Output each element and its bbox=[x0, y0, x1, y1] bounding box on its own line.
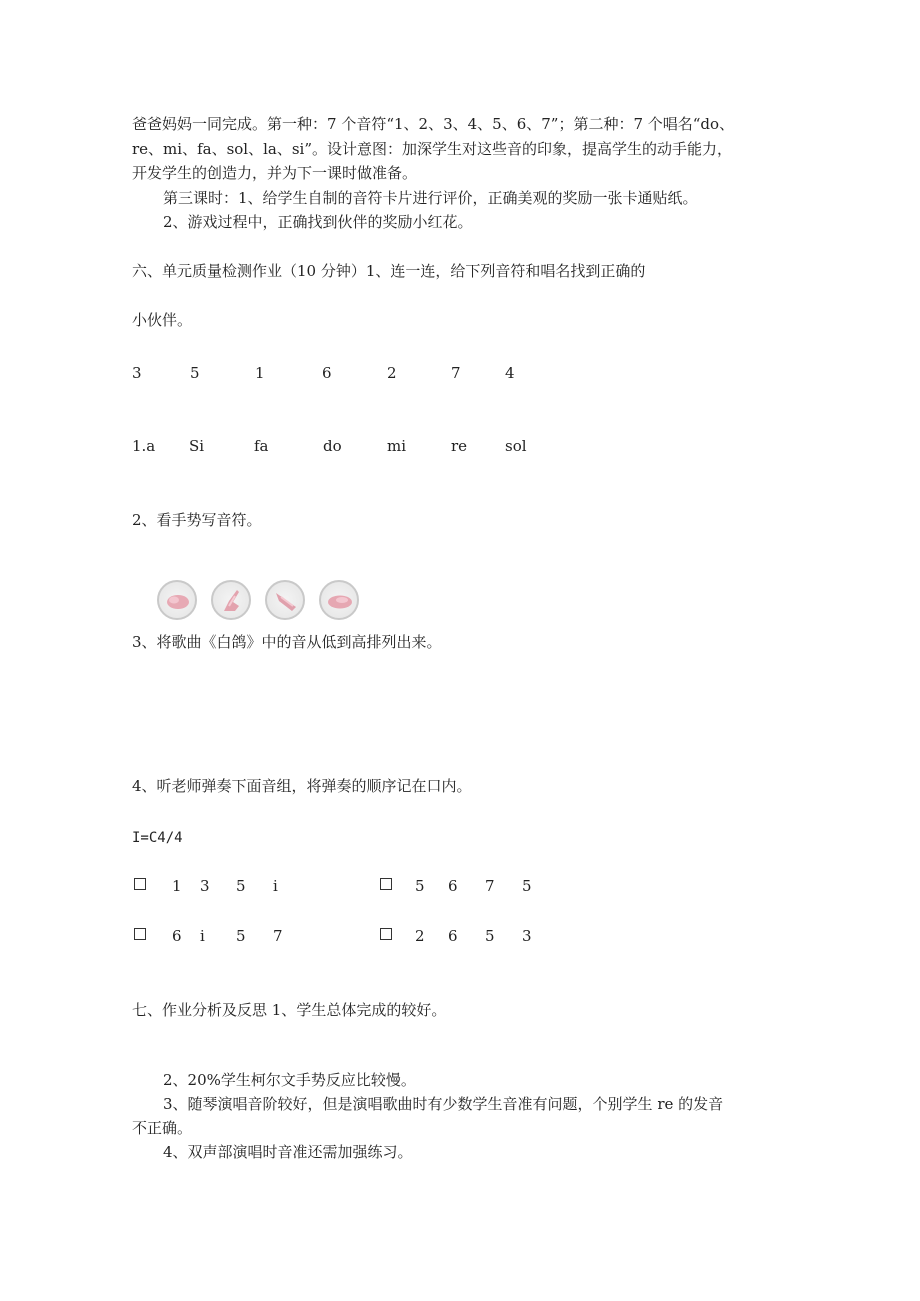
note: 3 bbox=[522, 927, 532, 945]
note: 5 bbox=[236, 927, 246, 945]
text-line: 2、游戏过程中，正确找到伙伴的奖励小红花。 bbox=[163, 213, 473, 231]
number-cell: 7 bbox=[451, 364, 461, 382]
diagonal-hand-icon bbox=[265, 580, 305, 620]
number-cell: 4 bbox=[505, 364, 515, 382]
note: 5 bbox=[236, 877, 246, 895]
note: i bbox=[200, 927, 205, 945]
text-line: 第三课时：1、给学生自制的音符卡片进行评价，正确美观的奖励一张卡通贴纸。 bbox=[163, 189, 698, 207]
syllable-cell: mi bbox=[387, 437, 407, 455]
text-line: 4、双声部演唱时音准还需加强练习。 bbox=[163, 1143, 413, 1161]
syllable-cell: do bbox=[323, 437, 342, 455]
note: 5 bbox=[522, 877, 532, 895]
pointing-hand-icon bbox=[211, 580, 251, 620]
note: 5 bbox=[415, 877, 425, 895]
answer-box[interactable] bbox=[134, 928, 146, 940]
text-line: 2、20%学生柯尔文手势反应比较慢。 bbox=[163, 1071, 416, 1089]
note: 6 bbox=[448, 927, 458, 945]
note: 3 bbox=[200, 877, 210, 895]
section-heading: 七、作业分析及反思 1、学生总体完成的较好。 bbox=[132, 1001, 447, 1019]
syllable-cell: fa bbox=[254, 437, 269, 455]
flat-hand-icon bbox=[319, 580, 359, 620]
note: 1 bbox=[172, 877, 182, 895]
note: 7 bbox=[273, 927, 283, 945]
note: 6 bbox=[448, 877, 458, 895]
note: 7 bbox=[485, 877, 495, 895]
question-3: 3、将歌曲《白鸽》中的音从低到高排列出来。 bbox=[132, 633, 442, 651]
number-cell: 2 bbox=[387, 364, 397, 382]
text-line: re、mi、fa、sol、la、si”。设计意图：加深学生对这些音的印象，提高学生的动手能力， bbox=[132, 140, 732, 158]
number-cell: 5 bbox=[190, 364, 200, 382]
hand-sign-row bbox=[157, 580, 367, 622]
text-line: 爸爸妈妈一同完成。第一种：7 个音符“1、2、3、4、5、6、7”；第二种：7 个唱名“do、 bbox=[132, 115, 735, 133]
note: 6 bbox=[172, 927, 182, 945]
number-cell: 3 bbox=[132, 364, 142, 382]
answer-box[interactable] bbox=[380, 928, 392, 940]
note: 5 bbox=[485, 927, 495, 945]
text-line: 不正确。 bbox=[132, 1119, 193, 1137]
fist-hand-icon bbox=[157, 580, 197, 620]
number-cell: 6 bbox=[322, 364, 332, 382]
syllable-cell: 1.a bbox=[132, 437, 156, 455]
note: i bbox=[273, 877, 278, 895]
syllable-cell: Si bbox=[189, 437, 205, 455]
syllable-cell: re bbox=[451, 437, 468, 455]
answer-box[interactable] bbox=[380, 878, 392, 890]
text-line: 开发学生的创造力，并为下一课时做准备。 bbox=[132, 164, 418, 182]
text-line: 小伙伴。 bbox=[132, 311, 193, 329]
question-2: 2、看手势写音符。 bbox=[132, 511, 262, 529]
text-line: 3、随琴演唱音阶较好，但是演唱歌曲时有少数学生音准有问题，个别学生 re 的发音 bbox=[163, 1095, 724, 1113]
note: 2 bbox=[415, 927, 425, 945]
syllable-cell: sol bbox=[505, 437, 527, 455]
question-4: 4、听老师弹奏下面音组，将弹奏的顺序记在口内。 bbox=[132, 777, 472, 795]
section-heading: 六、单元质量检测作业（10 分钟）1、连一连，给下列音符和唱名找到正确的 bbox=[132, 262, 646, 280]
answer-box[interactable] bbox=[134, 878, 146, 890]
number-cell: 1 bbox=[255, 364, 265, 382]
key-signature: I=C4/4 bbox=[132, 830, 183, 846]
